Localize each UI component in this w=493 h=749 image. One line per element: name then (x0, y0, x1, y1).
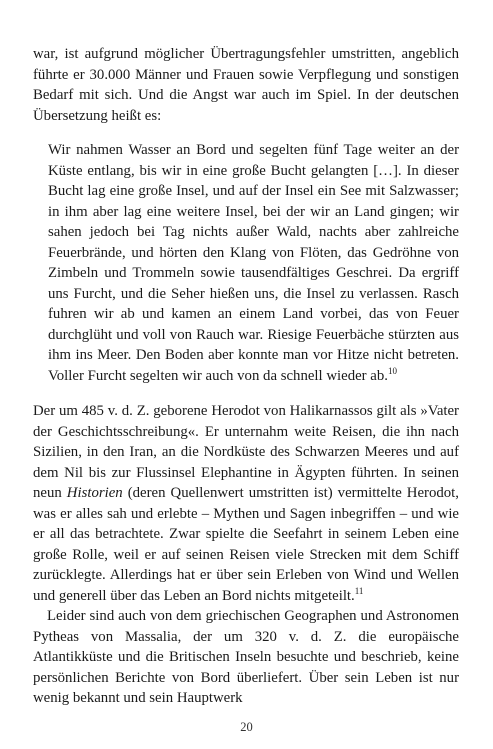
block-quote (33, 140, 459, 386)
page-number: 20 (240, 720, 253, 734)
body-text (33, 44, 459, 709)
footnote-ref-10: 10 (387, 365, 397, 376)
historien-title: Historien (66, 485, 123, 501)
paragraph-herodot (33, 401, 459, 606)
herodot-text-a: Der um 485 v. d. Z. geborene Herodot von Halikarnassos gilt als »Vater der Geschichtsschreibung«. Er unternahm weite Reisen, die ihn nach Sizilien, in den Iran, an die Nordküste des Schwarzen Meeres und auf dem Nil bis zur Flussinsel Elephantine in Ägypten führten. In seinen neun (33, 403, 459, 501)
footnote-ref-11: 11 (354, 585, 364, 596)
quote-text: Wir nahmen Wasser an Bord und segelten fünf Tage weiter an der Küste entlang, bis wir in eine große Bucht gelangten […]. In dieser Bucht lag eine große Insel, und auf der Insel ein See mit Salzwasser; in ihm aber lag eine weitere Insel, bei der wir an Land gingen; wir sahen jedoch bei Tag nichts außer Wald, nachts aber zahlreiche Feuerbrände, und hörten den Klang von Flöten, das Gedröhne von Zimbeln und Trommeln sowie tausendfältiges Geschrei. Da ergriff uns Furcht, und die Seher hießen uns, die Insel zu verlassen. Rasch fuhren wir ab und kamen an einem Land vorbei, das von Feuer durchglüht und voll von Rauch war. Riesige Feuerbäche stürzten aus ihm ins Meer. Den Boden aber konnte man vor Hitze nicht betreten. Voller Furcht segelten wir auch von da schnell wieder ab. (48, 142, 459, 384)
paragraph-intro: war, ist aufgrund möglicher Übertragungsfehler umstritten, angeblich führte er 30.000 Männer und Frauen sowie Verpflegung und sonstigen Bedarf mit sich. Und die Angst war auch im Spiel. In der deutschen Übersetzung heißt es: (33, 46, 459, 124)
paragraph-pytheas: Leider sind auch von dem griechischen Geographen und Astronomen Pytheas von Massalia, der um 320 v. d. Z. die europäische Atlantikküste und die Britischen Inseln besuchte und beschrieb, keine persönlichen Berichte von Bord überliefert. Über sein Leben ist nur wenig bekannt und sein Hauptwerk (33, 608, 459, 706)
herodot-text-b: (deren Quellenwert umstritten ist) vermittelte Herodot, was er alles sah und erlebte – Mythen und Sagen inbegriffen – und wie er all das betrachtete. Zwar spielte die Seefahrt in seinem Leben eine große Rolle, weil er auf seinen Reisen viele Strecken mit dem Schiff zurücklegte. Allerdings hat er über sein Erleben von Wind und Wellen und generell über das Leben an Bord nichts mitgeteilt. (33, 485, 459, 604)
